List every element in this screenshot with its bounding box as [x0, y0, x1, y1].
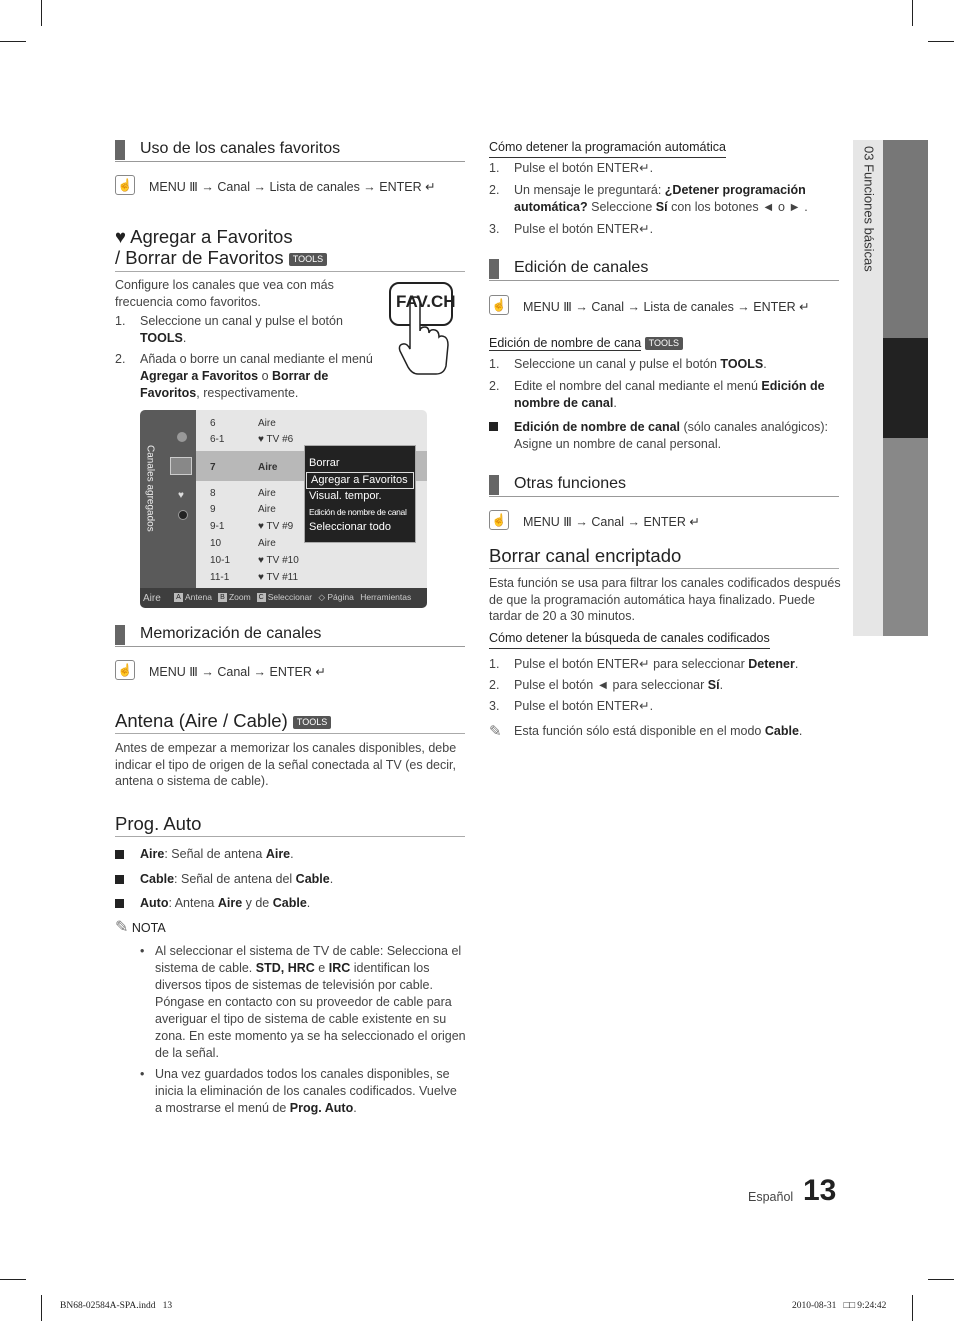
borrar-text: Esta función se usa para filtrar los canales codificados después de que la programación automática haya finalizado. Puede tardar de 20 a 30 minutos.: [489, 576, 841, 623]
favoritos-heading: ♥ Agregar a Favoritos / Borrar de Favoritos TOOLS: [115, 226, 465, 272]
enter-icon: ↵: [315, 665, 326, 679]
favoritos-step-2: 2. Añada o borre un canal mediante el menú Agregar a Favoritos o Borrar de Favoritos, respectivamente.: [115, 352, 373, 400]
antena-text: Antes de empezar a memorizar los canales disponibles, debe indicar el tipo de origen de la señal conectada al TV (es decir, antena o sistema de cable).: [115, 741, 457, 788]
tv-icon-lock: [178, 510, 188, 520]
tv-channel-name: Aire: [258, 418, 276, 429]
note-icon: ✎: [489, 723, 502, 740]
memorizacion-menu-path: MENU Ⅲ → Canal → ENTER ↵: [149, 665, 326, 679]
prog-item-aire: Aire: Señal de antena Aire.: [140, 847, 294, 861]
tv-channel-name: Aire: [258, 538, 276, 549]
tv-icon-antenna: [177, 432, 187, 442]
tv-channel-name: Aire: [258, 504, 276, 515]
prog-bullet-1: • Al seleccionar el sistema de TV de cable: Selecciona el sistema de cable. STD, HRC e IRC identifican los diversos tipos de sistemas de televisión por cable. Póngase en contacto con su proveedor de cable para averiguar el tipo de sistema de cable existente en su zona. En este momento ya se ha seleccionado el origen de la señal.: [140, 944, 466, 1060]
detener-step-3: 3. Pulse el botón ENTER↵.: [489, 222, 654, 236]
bullet-square: [115, 875, 124, 884]
footer-language: Español: [748, 1190, 794, 1204]
crop-mark: [928, 41, 954, 42]
side-tab-block: [883, 438, 928, 636]
otras-heading-text: Otras funciones: [514, 475, 627, 492]
crop-mark: [912, 1295, 913, 1321]
bullet-square: [115, 850, 124, 859]
borrar-note: ✎ Esta función sólo está disponible en el modo Cable.: [489, 723, 803, 740]
menu-icon: Ⅲ: [563, 300, 572, 314]
uso-menu-path: MENU Ⅲ → Canal → Lista de canales → ENTER ↵: [149, 180, 436, 194]
bullet-square: [115, 899, 124, 908]
tv-channel-row[interactable]: [210, 461, 277, 475]
tv-channel-row[interactable]: [210, 537, 276, 551]
tv-channel-number: 8: [210, 488, 216, 499]
tv-channel-number: 6-1: [210, 434, 225, 445]
detener-step-2: 2. Un mensaje le preguntará: ¿Detener programación automática? Seleccione Sí con los botones ◄ o ► .: [489, 183, 808, 214]
tv-side-label: Canales agregados: [144, 445, 156, 532]
prog-bullet-2: • Una vez guardados todos los canales disponibles, se inicia la eliminación de los canales codificados. Vuelve a mostrarse el menú de Prog. Auto.: [140, 1067, 457, 1115]
page-number: 13: [803, 1174, 837, 1207]
tv-channel-number: 9-1: [210, 521, 225, 532]
hand-icon: ☝: [115, 660, 135, 680]
tv-channel-row[interactable]: [210, 487, 276, 501]
tv-footer: Aire A Antena B Zoom C Seleccionar ◇ Página Herramientas: [140, 588, 427, 608]
tv-key-b: B: [218, 593, 227, 602]
edicion-menu-path: MENU Ⅲ → Canal → Lista de canales → ENTER ↵: [523, 300, 810, 314]
otras-heading: [489, 473, 839, 497]
borrar-step-2: 2. Pulse el botón ◄ para seleccionar Sí.: [489, 678, 724, 692]
popup-item-agregar[interactable]: Agregar a Favoritos: [306, 472, 414, 490]
hand-icon: ☝: [115, 175, 135, 195]
detener-step-1: 1. Pulse el botón ENTER↵.: [489, 161, 654, 175]
tv-key-a: A: [174, 593, 183, 602]
remote-fav-button-illustration: [388, 281, 454, 376]
side-tab-label: 03 Funciones básicas: [861, 146, 877, 272]
tv-channel-number: 6: [210, 418, 216, 429]
popup-item-seleccionar[interactable]: Seleccionar todo: [309, 521, 391, 533]
enter-icon: ↵: [639, 222, 650, 236]
edicion-heading: [489, 257, 839, 281]
detener-heading: Cómo detener la programación automática: [489, 139, 726, 158]
popup-item-edicion[interactable]: Edición de nombre de canal: [309, 506, 407, 517]
edicion-step-2: 2. Edite el nombre del canal mediante el menú Edición de nombre de canal.: [489, 379, 825, 410]
tv-channel-row[interactable]: [210, 503, 276, 517]
side-tab-active: [883, 338, 928, 438]
tv-channel-name: Aire: [258, 488, 276, 499]
enter-icon: ↵: [689, 515, 700, 529]
borrar-heading: Borrar canal encriptado: [489, 545, 839, 569]
tv-icon-heart: ♥: [178, 490, 184, 501]
antena-heading: Antena (Aire / Cable) TOOLS: [115, 710, 465, 734]
enter-icon: ↵: [639, 699, 650, 713]
tv-channel-name: ♥ TV #9: [258, 521, 294, 532]
tv-channel-number: 9: [210, 504, 216, 515]
channel-list-screen: [140, 410, 427, 608]
tv-icon-edit: [170, 457, 192, 475]
edicion-step-1: 1. Seleccione un canal y pulse el botón TOOLS.: [489, 357, 767, 371]
crop-mark: [0, 41, 26, 42]
tv-channel-row[interactable]: [210, 571, 298, 585]
favoritos-intro: Configure los canales que vea con más frecuencia como favoritos.: [115, 278, 334, 309]
crop-mark: [928, 1279, 954, 1280]
edicion-heading-text: Edición de canales: [514, 259, 649, 276]
tools-badge: TOOLS: [293, 716, 331, 729]
tv-key-c: C: [258, 594, 264, 602]
crop-mark: [0, 1279, 26, 1280]
menu-icon: Ⅲ: [189, 665, 198, 679]
borrar-sub-heading: Cómo detener la búsqueda de canales codificados: [489, 630, 770, 649]
memorizacion-heading: [115, 623, 465, 647]
tv-channel-number: 7: [210, 462, 216, 473]
favoritos-step-1: 1. Seleccione un canal y pulse el botón TOOLS.: [115, 314, 343, 345]
enter-icon: ↵: [799, 300, 810, 314]
crop-mark: [41, 1295, 42, 1321]
crop-mark: [41, 0, 42, 26]
edicion-bullet: Edición de nombre de canal (sólo canales analógicos): Asigne un nombre de canal personal.: [514, 420, 829, 451]
tv-channel-number: 11-1: [210, 572, 230, 583]
print-file-info: BN68-02584A-SPA.indd 13: [60, 1301, 173, 1311]
borrar-step-3: 3. Pulse el botón ENTER↵.: [489, 699, 654, 713]
crop-mark: [912, 0, 913, 26]
tv-channel-number: 10-1: [210, 555, 231, 566]
popup-item-borrar[interactable]: Borrar: [309, 457, 340, 469]
tv-channel-name: ♥ TV #10: [258, 555, 299, 566]
tv-channel-row[interactable]: [210, 554, 299, 568]
tools-badge: TOOLS: [289, 253, 327, 266]
tv-channel-row[interactable]: [210, 520, 293, 534]
prog-nota: ✎ NOTA: [115, 919, 166, 936]
hand-icon: ☝: [489, 510, 509, 530]
tv-channel-number: 10: [210, 538, 222, 549]
tv-channel-name: ♥ TV #6: [258, 434, 294, 445]
enter-icon: ↵: [425, 180, 436, 194]
tv-tools-popup: [304, 445, 416, 543]
popup-item-visual[interactable]: Visual. tempor.: [309, 490, 382, 502]
tv-channel-row[interactable]: [210, 433, 293, 447]
menu-icon: Ⅲ: [189, 180, 198, 194]
memorizacion-heading-text: Memorización de canales: [140, 625, 322, 642]
enter-icon: ↵: [639, 161, 650, 175]
tv-channel-row[interactable]: [210, 417, 276, 431]
edicion-nombre-heading: Edición de nombre de cana TOOLS: [489, 335, 683, 353]
remote-fav-label: FAV.CH: [396, 292, 456, 311]
print-date-info: 2010-08-31 □□ 9:24:42: [792, 1301, 887, 1311]
otras-menu-path: MENU Ⅲ → Canal → ENTER ↵: [523, 515, 700, 529]
borrar-step-1: 1. Pulse el botón ENTER↵ para seleccionar Detener.: [489, 657, 799, 671]
prog-heading: Prog. Auto: [115, 813, 465, 837]
tools-badge: TOOLS: [645, 337, 683, 350]
uso-heading: [115, 138, 465, 162]
side-tab-block: [883, 140, 928, 338]
note-icon: ✎: [115, 919, 129, 936]
menu-icon: Ⅲ: [563, 515, 572, 529]
prog-item-auto: Auto: Antena Aire y de Cable.: [140, 896, 311, 910]
prog-item-cable: Cable: Señal de antena del Cable.: [140, 872, 334, 886]
enter-icon: ↵: [639, 657, 650, 671]
hand-icon: ☝: [489, 295, 509, 315]
uso-heading-text: Uso de los canales favoritos: [140, 140, 341, 157]
tv-channel-name: Aire: [258, 462, 278, 473]
tv-channel-name: ♥ TV #11: [258, 572, 299, 583]
